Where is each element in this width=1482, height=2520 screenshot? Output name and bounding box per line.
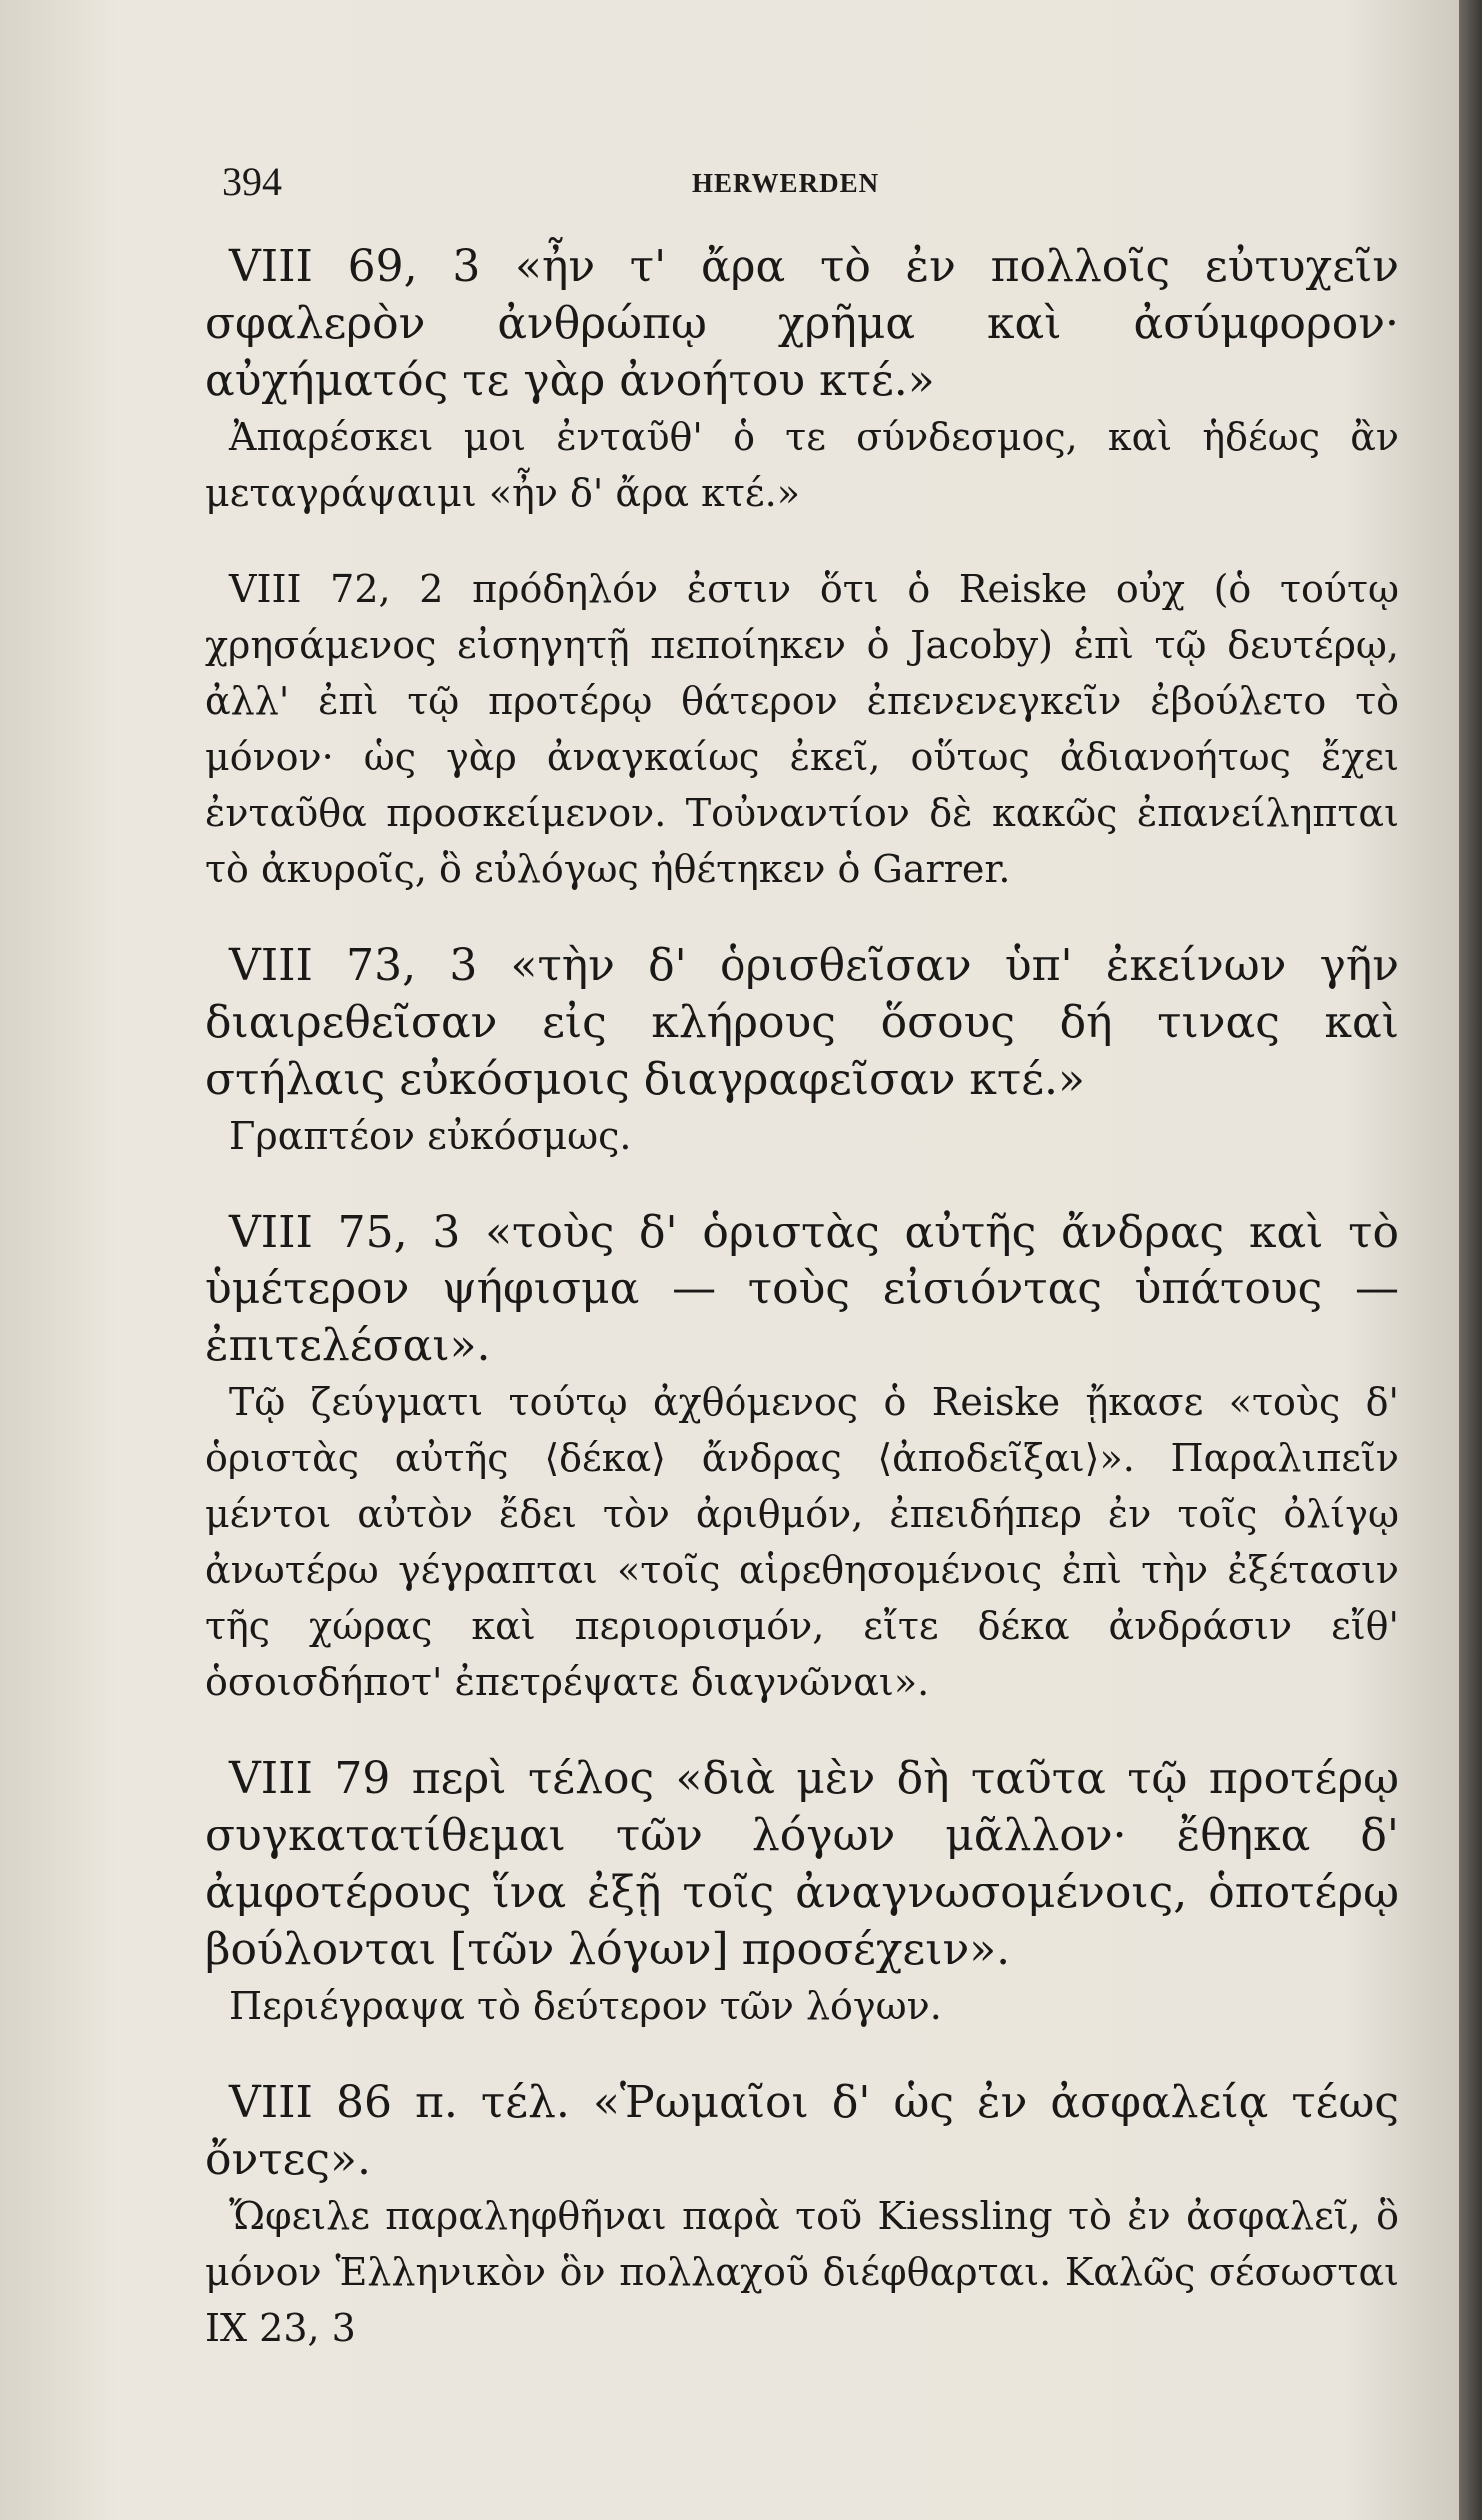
entry-note: Περιέγραψα τὸ δεύτερον τῶν λόγων. [229,1984,942,2028]
entry-note: Ἀπαρέσκει μοι ἐνταῦθ' ὁ τε σύνδεσμος, καὶ ἡδέως ἂν μεταγράψαιμι «ἦν δ' ἄρα κτέ.» [205,415,1399,515]
entry-quote: VIII 86 π. τέλ. «Ῥωμαῖοι δ' ὡς ἐν ἀσφαλείᾳ τέως ὄντες». [205,2077,1399,2185]
page-number: 394 [222,159,282,204]
running-title: HERWERDEN [692,168,880,198]
entry-quote: VIII 69, 3 «ἦν τ' ἄρα τὸ ἐν πολλοῖς εὐτυχεῖν σφαλερὸν ἀνθρώπῳ χρῆμα καὶ ἀσύμφορον· αὐχήματός τε γὰρ ἀνοήτου κτέ.» [205,241,1399,406]
entry-note: Τῷ ζεύγματι τούτῳ ἀχθόμενος ὁ Reiske ᾔκασε «τοὺς δ' ὁριστὰς αὐτῆς ⟨δέκα⟩ ἄνδρας ⟨ἀποδεῖξαι⟩». Παραλιπεῖν μέντοι αὐτὸν ἔδει τὸν ἀριθμόν, ἐπειδήπερ ἐν τοῖς ὀλίγῳ ἀνωτέρω γέγραπται «τοῖς αἱρεθησομένοις ἐπὶ τὴν ἐξέτασιν τῆς χώρας καὶ περιορισμόν, εἴτε δέκα ἀνδράσιν εἴθ' ὁσοισδήποτ' ἐπετρέψατε διαγνῶναι». [205,1380,1399,1704]
entry-note: VIII 72, 2 πρόδηλόν ἐστιν ὅτι ὁ Reiske οὐχ (ὁ τούτῳ χρησάμενος εἰσηγητῇ πεποίηκεν ὁ Jacoby) ἐπὶ τῷ δευτέρῳ, ἀλλ' ἐπὶ τῷ προτέρῳ θάτερον ἐπενενεγκεῖν ἐβούλετο τὸ μόνον· ὡς γὰρ ἀναγκαίως ἐκεῖ, οὕτως ἀδιανοήτως ἔχει ἐνταῦθα προσκείμενον. Τοὐναντίον δὲ κακῶς ἐπανείληπται τὸ ἀκυροῖς, ὃ εὐλόγως ἠθέτηκεν ὁ Garrer. [205,567,1399,891]
running-head [222,158,1379,218]
body-text [205,238,1399,2356]
entry-quote: VIII 75, 3 «τοὺς δ' ὁριστὰς αὐτῆς ἄνδρας καὶ τὸ ὑμέτερον ψήφισμα — τοὺς εἰσιόντας ὑπάτους — ἐπιτελέσαι». [205,1207,1399,1371]
page-edge [1459,0,1482,2520]
entry-quote: VIII 73, 3 «τὴν δ' ὁρισθεῖσαν ὑπ' ἐκείνων γῆν διαιρεθεῖσαν εἰς κλήρους ὅσους δή τινας καὶ στήλαις εὐκόσμοις διαγραφεῖσαν κτέ.» [205,940,1399,1105]
entry-note: Γραπτέον εὐκόσμως. [229,1114,632,1158]
entry-note: Ὤφειλε παραληφθῆναι παρὰ τοῦ Kiessling τὸ ἐν ἀσφαλεῖ, ὃ μόνον Ἑλληνικὸν ὃν πολλαχοῦ διέφθαρται. Καλῶς σέσωσται IX 23, 3 [205,2194,1399,2350]
entry-quote: VIII 79 περὶ τέλος «διὰ μὲν δὴ ταῦτα τῷ προτέρῳ συγκατατίθεμαι τῶν λόγων μᾶλλον· ἔθηκα δ' ἀμφοτέρους ἵνα ἐξῇ τοῖς ἀναγνωσομένοις, ὁποτέρῳ βούλονται [τῶν λόγων] προσέχειν». [205,1753,1399,1975]
